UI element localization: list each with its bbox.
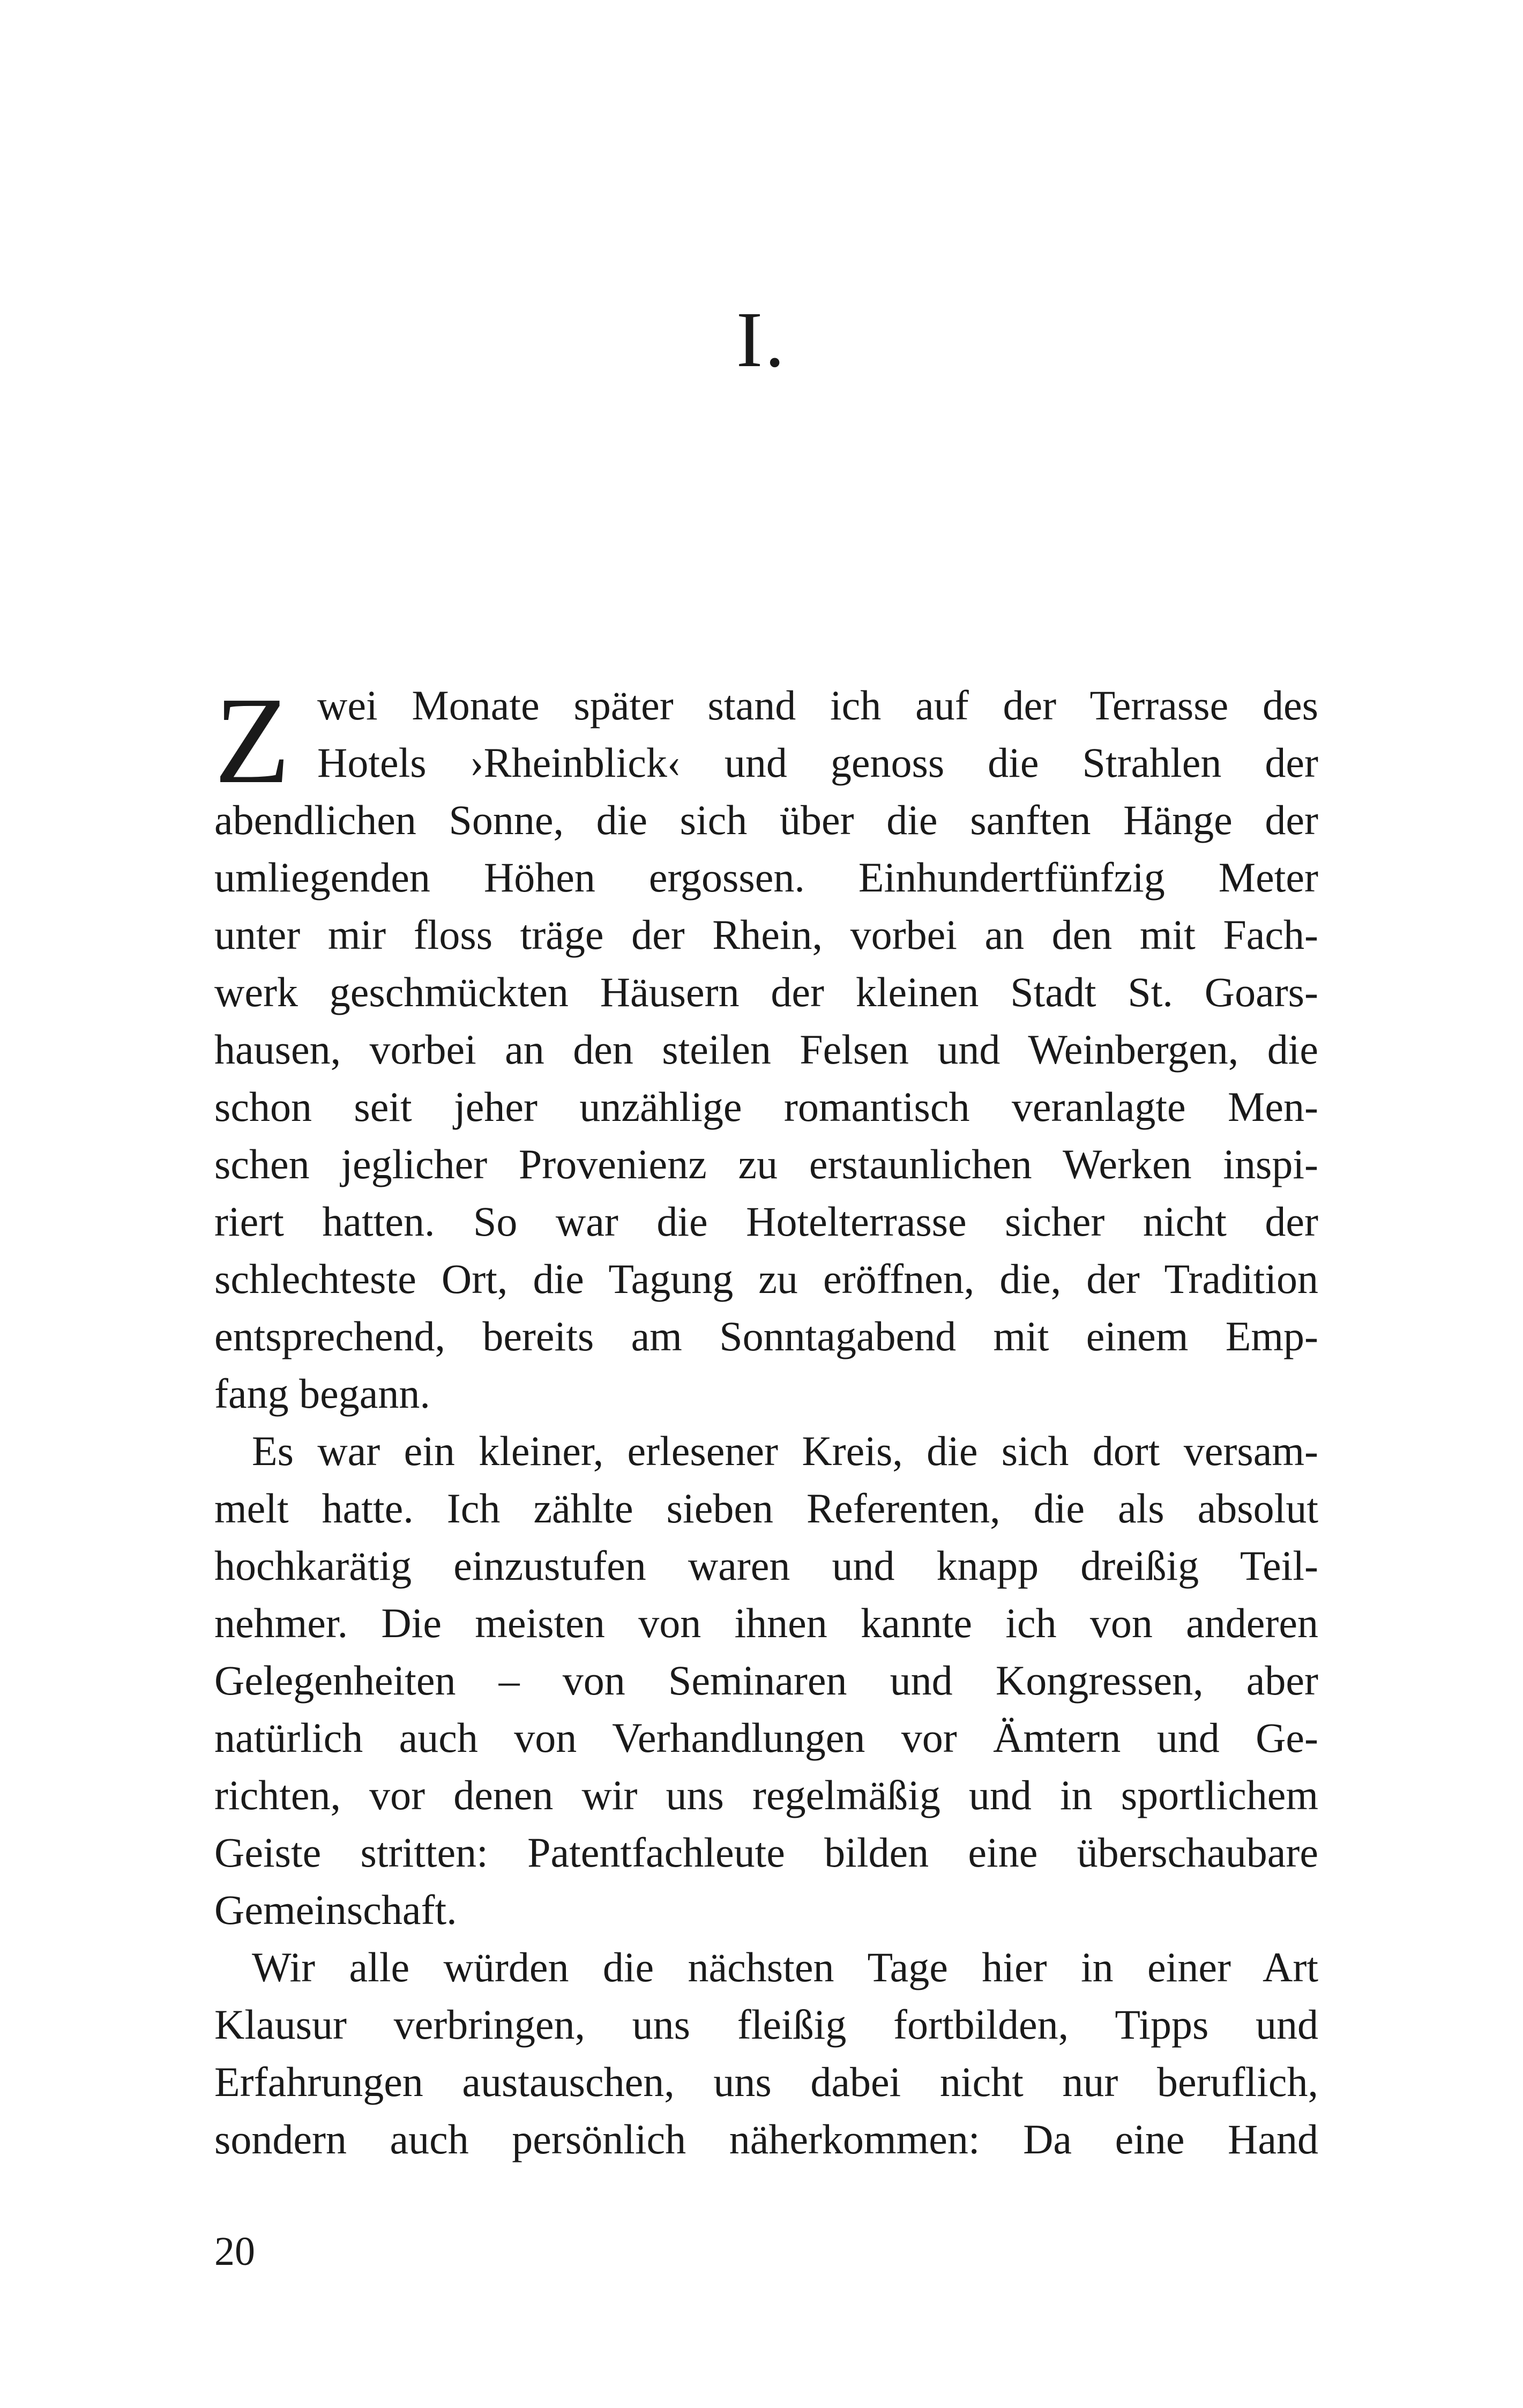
text-line: hausen, vorbei an den steilen Felsen und Weinbergen, die [214, 1026, 1318, 1073]
text-line: Gemeinschaft. [214, 1886, 457, 1933]
text-line: Wir alle würden die nächsten Tage hier in einer Art [252, 1944, 1318, 1990]
text-line: Erfahrungen austauschen, uns dabei nicht nur beruflich, [214, 2058, 1318, 2105]
paragraph-3 [214, 1938, 1318, 2168]
text-line: wei Monate später stand ich auf der Terrasse des [317, 682, 1318, 729]
text-line: werk geschmückten Häusern der kleinen Stadt St. Goars- [214, 969, 1318, 1015]
page-number: 20 [214, 2229, 255, 2274]
text-line: schon seit jeher unzählige romantisch veranlagte Men- [214, 1083, 1318, 1130]
text-line: melt hatte. Ich zählte sieben Referenten, die als absolut [214, 1485, 1318, 1532]
text-line: Geiste stritten: Patentfachleute bilden eine überschaubare [214, 1829, 1318, 1876]
text-line: richten, vor denen wir uns regelmäßig und in sportlichem [214, 1772, 1318, 1818]
text-line: Klausur verbringen, uns fleißig fortbilden, Tipps und [214, 2001, 1318, 2048]
text-line: riert hatten. So war die Hotelterrasse sicher nicht der [214, 1198, 1318, 1245]
text-line: natürlich auch von Verhandlungen vor Ämtern und Ge- [214, 1714, 1318, 1761]
text-line: Gelegenheiten – von Seminaren und Kongressen, aber [214, 1657, 1318, 1704]
text-line: fang begann. [214, 1370, 430, 1417]
text-line: hochkarätig einzustufen waren und knapp dreißig Teil- [214, 1542, 1318, 1589]
text-line: Hotels ›Rheinblick‹ und genoss die Strahlen der [317, 739, 1318, 786]
text-line: entsprechend, bereits am Sonntagabend mit einem Emp- [214, 1313, 1318, 1359]
text-line: abendlichen Sonne, die sich über die sanften Hänge der [214, 797, 1318, 843]
drop-cap: Z [214, 672, 290, 809]
text-line: umliegenden Höhen ergossen. Einhundertfünfzig Meter [214, 854, 1318, 901]
text-line: unter mir floss träge der Rhein, vorbei an den mit Fach- [214, 911, 1318, 958]
text-line: schlechteste Ort, die Tagung zu eröffnen, die, der Tradition [214, 1255, 1318, 1302]
text-line: nehmer. Die meisten von ihnen kannte ich von anderen [214, 1600, 1318, 1646]
paragraph-1 [214, 672, 1318, 1422]
text-line: Es war ein kleiner, erlesener Kreis, die sich dort versam- [252, 1428, 1318, 1474]
chapter-heading: I. [736, 296, 787, 384]
body-text [214, 672, 1318, 2168]
paragraph-2 [214, 1422, 1318, 1938]
text-line: schen jeglicher Provenienz zu erstaunlichen Werken inspi- [214, 1141, 1318, 1187]
text-line: sondern auch persönlich näherkommen: Da eine Hand [214, 2116, 1318, 2162]
